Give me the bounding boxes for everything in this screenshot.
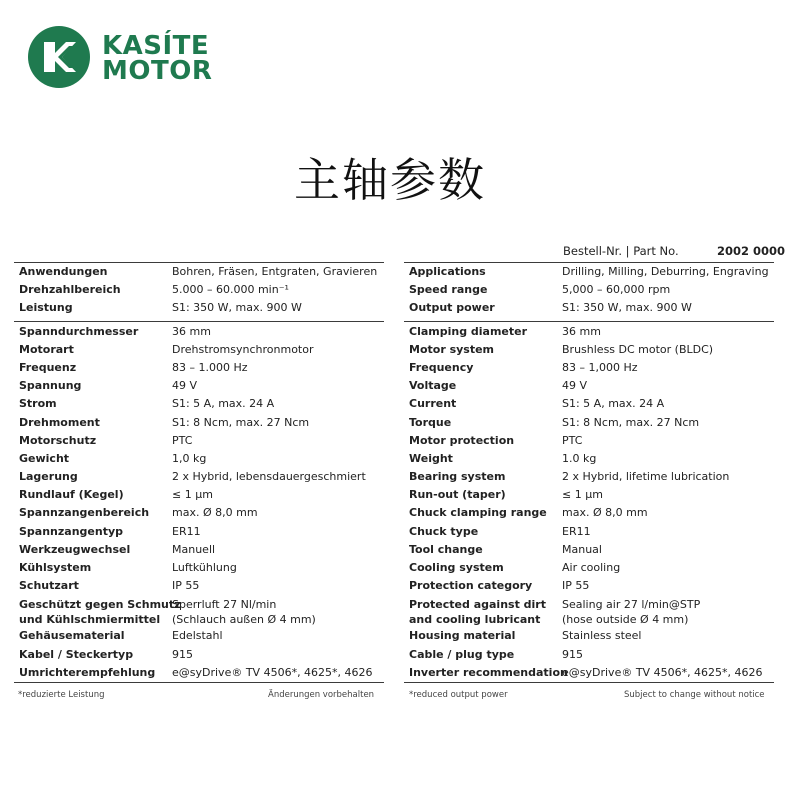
spec-row: [14, 395, 384, 413]
spec-row: [14, 627, 384, 645]
footnote-german-changes: Änderungen vorbehalten: [268, 690, 375, 700]
spec-value: 83 – 1,000 Hz: [562, 360, 638, 374]
spec-value: S1: 8 Ncm, max. 27 Ncm: [562, 415, 700, 429]
spec-label: Inverter recommendation: [409, 665, 568, 679]
spec-row: [404, 595, 774, 627]
spec-label: Strom: [19, 397, 57, 411]
spec-value: S1: 5 A, max. 24 A: [172, 397, 275, 411]
spec-value: Stainless steel: [562, 629, 642, 643]
spec-label: Applications: [409, 265, 486, 278]
spec-row: [14, 504, 384, 522]
spec-label: Leistung: [19, 301, 73, 315]
spec-value-line2: (Schlauch außen Ø 4 mm): [172, 613, 316, 627]
spec-group: [404, 262, 774, 321]
spec-row: [14, 468, 384, 486]
spec-value: Luftkühlung: [172, 561, 237, 574]
spec-row: [14, 486, 384, 504]
spec-value: 36 mm: [562, 324, 601, 338]
spec-value: 83 – 1.000 Hz: [172, 360, 248, 374]
spec-group: [14, 321, 384, 683]
spec-value: S1: 350 W, max. 900 W: [172, 301, 302, 315]
spec-label: Current: [409, 397, 457, 411]
spec-label: Anwendungen: [19, 265, 108, 278]
spec-table-english: [404, 262, 774, 683]
spec-value-line2: (hose outside Ø 4 mm): [562, 613, 689, 627]
spec-row: [404, 450, 774, 468]
spec-row: [14, 541, 384, 559]
spec-value: S1: 8 Ncm, max. 27 Ncm: [172, 415, 310, 429]
spec-row: [14, 523, 384, 541]
spec-label: Spannzangentyp: [19, 524, 124, 538]
spec-value: Sealing air 27 l/min@STP: [562, 598, 701, 612]
spec-value: ER11: [562, 524, 591, 538]
spec-label: Spannung: [19, 379, 82, 393]
spec-row: [404, 577, 774, 595]
spec-row: [404, 432, 774, 450]
spec-label: Gewicht: [19, 451, 70, 465]
spec-row: [404, 646, 774, 664]
spec-row: [14, 359, 384, 377]
spec-value: 49 V: [172, 379, 198, 393]
spec-row: [14, 299, 384, 317]
spec-value: e@syDrive® TV 4506*, 4625*, 4626: [562, 665, 763, 679]
spec-row: [404, 359, 774, 377]
spec-label: Cooling system: [409, 561, 504, 574]
spec-value: Edelstahl: [172, 629, 223, 643]
spec-row: [404, 504, 774, 522]
spec-value: e@syDrive® TV 4506*, 4625*, 4626: [172, 665, 373, 679]
footnote-english: *reduced output power: [409, 690, 508, 700]
spec-row: [404, 468, 774, 486]
spec-table-german: [14, 262, 384, 683]
footnote-german: *reduzierte Leistung: [18, 690, 105, 700]
spec-value: 36 mm: [172, 324, 211, 338]
spec-label: Protected against dirt: [409, 598, 546, 612]
spec-row: [404, 627, 774, 645]
spec-label: Tool change: [409, 542, 483, 556]
spec-value: 915: [562, 647, 583, 661]
spec-row: [14, 577, 384, 595]
spec-value: Air cooling: [562, 561, 621, 574]
spec-label: Motorschutz: [19, 433, 97, 447]
spec-row: [14, 432, 384, 450]
spec-label: Housing material: [409, 629, 516, 643]
spec-label: Gehäusematerial: [19, 629, 125, 643]
spec-label: Run-out (taper): [409, 488, 506, 502]
spec-value: 5,000 – 60,000 rpm: [562, 283, 671, 297]
spec-label: Kühlsystem: [19, 561, 92, 574]
spec-value: ≤ 1 µm: [172, 488, 213, 502]
spec-value: Manual: [562, 542, 602, 556]
spec-label: Rundlauf (Kegel): [19, 488, 124, 502]
spec-label: Voltage: [409, 379, 457, 393]
brand-wordmark: [102, 31, 213, 86]
spec-row: [14, 281, 384, 299]
spec-label: Werkzeugwechsel: [19, 542, 131, 556]
brand-name-line2: MOTOR: [102, 56, 213, 86]
spec-value: 2 x Hybrid, lebensdauergeschmiert: [172, 470, 366, 484]
spec-label: Weight: [409, 451, 453, 465]
spec-label: Protection category: [409, 579, 533, 593]
spec-label: Kabel / Steckertyp: [19, 647, 134, 661]
spec-value: max. Ø 8,0 mm: [172, 506, 258, 520]
spec-value: Manuell: [172, 542, 216, 556]
part-number: [563, 243, 786, 259]
spec-value: IP 55: [172, 579, 200, 593]
spec-label: Cable / plug type: [409, 647, 515, 661]
page-title: 主轴参数: [294, 153, 486, 207]
spec-value: PTC: [172, 433, 193, 447]
spec-value: IP 55: [562, 579, 590, 593]
spec-value: Drilling, Milling, Deburring, Engraving: [562, 265, 769, 278]
spec-value: Sperrluft 27 Nl/min: [172, 598, 277, 612]
spec-row: [404, 323, 774, 341]
spec-row: [14, 646, 384, 664]
spec-value: PTC: [562, 433, 583, 447]
brand-logo: [28, 26, 268, 88]
spec-row: [404, 486, 774, 504]
spec-label: Output power: [409, 301, 495, 315]
spec-label: Motorart: [19, 342, 74, 356]
spec-row: [14, 414, 384, 432]
spec-row: [404, 523, 774, 541]
spec-row: [404, 414, 774, 432]
brand-name-line1: KASÍTE: [102, 31, 210, 61]
spec-row: [14, 377, 384, 395]
spec-label: Schutzart: [19, 579, 79, 593]
spec-value: 2 x Hybrid, lifetime lubrication: [562, 470, 730, 484]
spec-row: [404, 541, 774, 559]
spec-row: [14, 323, 384, 341]
spec-row: [404, 299, 774, 317]
spec-label: Motor system: [409, 342, 495, 356]
spec-value: ≤ 1 µm: [562, 488, 603, 502]
spec-group: [14, 262, 384, 321]
spec-value: Bohren, Fräsen, Entgraten, Gravieren: [172, 265, 378, 278]
spec-label: Torque: [409, 415, 452, 429]
spec-value: 5.000 – 60.000 min⁻¹: [172, 283, 289, 297]
spec-row: [14, 263, 384, 281]
spec-row: [404, 341, 774, 359]
spec-label: Chuck clamping range: [409, 506, 547, 520]
spec-label: Motor protection: [409, 433, 515, 447]
spec-value: ER11: [172, 524, 201, 538]
spec-row: [14, 559, 384, 577]
spec-row: [14, 450, 384, 468]
spec-label: Clamping diameter: [409, 324, 528, 338]
spec-group: [404, 321, 774, 683]
spec-row: [404, 395, 774, 413]
spec-value: 1,0 kg: [172, 451, 207, 465]
spec-label: Geschützt gegen Schmutz: [19, 598, 181, 612]
part-number-label: Bestell-Nr. | Part No.: [563, 244, 679, 258]
spec-value: max. Ø 8,0 mm: [562, 506, 648, 520]
spec-label: Drehzahlbereich: [19, 283, 121, 297]
spec-row: [14, 341, 384, 359]
spec-value: Drehstromsynchronmotor: [172, 342, 314, 356]
spec-value: Brushless DC motor (BLDC): [562, 342, 714, 356]
spec-label: Chuck type: [409, 524, 479, 538]
spec-label: Frequenz: [19, 360, 77, 374]
spec-value: 49 V: [562, 379, 588, 393]
spec-label: Umrichterempfehlung: [19, 665, 156, 679]
spec-row: [404, 281, 774, 299]
spec-row: [14, 595, 384, 627]
spec-label: Drehmoment: [19, 415, 100, 429]
spec-value: S1: 5 A, max. 24 A: [562, 397, 665, 411]
spec-label-line2: und Kühlschmiermittel: [19, 613, 161, 627]
spec-value: S1: 350 W, max. 900 W: [562, 301, 692, 315]
spec-row: [404, 664, 774, 682]
spec-label: Speed range: [409, 283, 488, 297]
spec-value: 915: [172, 647, 193, 661]
spec-row: [14, 664, 384, 682]
spec-label: Frequency: [409, 360, 474, 374]
spec-label: Spannzangenbereich: [19, 506, 150, 520]
spec-value: 1.0 kg: [562, 451, 597, 465]
spec-label-line2: and cooling lubricant: [409, 613, 541, 627]
spec-label: Bearing system: [409, 470, 506, 484]
spec-label: Lagerung: [19, 470, 78, 484]
spec-row: [404, 559, 774, 577]
spec-row: [404, 263, 774, 281]
footnote-english-changes: Subject to change without notice: [624, 690, 765, 700]
spec-label: Spanndurchmesser: [19, 324, 139, 338]
spec-row: [404, 377, 774, 395]
part-number-value: 2002 0000: [717, 244, 786, 258]
brand-mark-icon: [28, 26, 90, 88]
